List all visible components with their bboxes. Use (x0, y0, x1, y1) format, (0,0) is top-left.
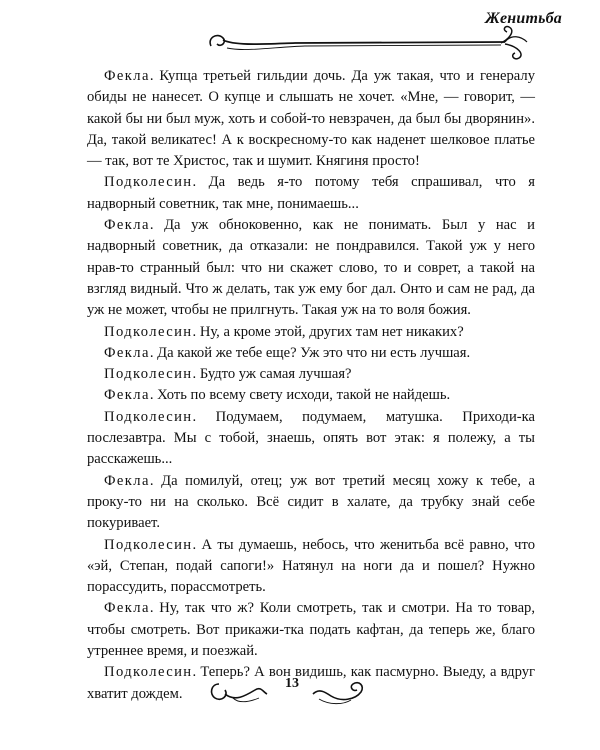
speaker-name: Подколесин (104, 366, 193, 383)
dialogue-paragraph (87, 215, 535, 321)
dialogue-paragraph (87, 343, 535, 364)
speaker-name: Фекла (104, 217, 150, 234)
dialogue-text: . Теперь? А вон видишь, как пасмурно. Выеду, а вдруг хватит дождем. (87, 664, 535, 702)
dialogue-text: . Да помилуй, отец; уж вот третий месяц хожу к тебе, а проку-то ни на сколько. Всё сидит в халате, да трубку знай себе покуривает. (87, 472, 535, 532)
running-title: Женитьба (485, 10, 562, 27)
dialogue-text: . Да ведь я-то потому тебя спрашивал, что я надворный советник, так мне, понимаешь... (87, 174, 535, 212)
dialogue-text: . Да уж обноковенно, как не понимать. Был у нас и надворный советник, да отказали: не пондравился. Такой уж у него нрав-то странный был: что ни скажет слово, то и соврет, а такой на взгляд видный. Что ж делать, так уж ему бог дал. Онто и сам не рад, да уж не может, чтобы не прилгнуть. Такая уж на то воля божия. (87, 217, 535, 319)
dialogue-text: . А ты думаешь, небось, что женитьба всё равно, что «эй, Степан, подай сапоги!» Натянул на ноги да и пошел? Нужно порассудить, порассмотреть. (87, 536, 535, 596)
dialogue-paragraph (87, 407, 535, 471)
speaker-name: Фекла (104, 387, 150, 404)
dialogue-paragraph (87, 172, 535, 215)
speaker-name: Подколесин (104, 664, 193, 681)
dialogue-paragraph (87, 364, 535, 385)
speaker-name: Фекла (104, 68, 150, 84)
speaker-name: Подколесин (104, 408, 193, 425)
dialogue-text: . Купца третьей гильдии дочь. Да уж такая, что и генералу обиды не нанесет. О купце и слышать не хочет. «Мне, — говорит, — какой бы ни был муж, хоть и собой-то невзрачен, да был бы дворянин». Да, такой великатес! А к воскресному-то как наденет шелковое платье — так, вот те Христос, так и шумит. Княгиня просто! (87, 68, 535, 170)
dialogue-text: . Да какой же тебе еще? Уж это что ни есть лучшая. (149, 344, 471, 361)
speaker-name: Фекла (104, 344, 150, 361)
dialogue-text: . Хоть по всему свету исходи, такой не найдешь. (149, 387, 451, 404)
dialogue-paragraph (87, 66, 535, 172)
dialogue-paragraph (87, 535, 535, 599)
dialogue-paragraph (87, 471, 535, 535)
dialogue-paragraph (87, 598, 535, 662)
play-text (87, 66, 535, 705)
speaker-name: Фекла (104, 472, 150, 489)
page-number: 13 (285, 676, 299, 691)
dialogue-text: . Подумаем, подумаем, матушка. Приходи-ка послезавтра. Мы с тобой, знаешь, опять вот этак: я полежу, а ты расскажешь... (87, 408, 535, 468)
dialogue-paragraph (87, 385, 535, 406)
speaker-name: Фекла (104, 600, 150, 617)
dialogue-paragraph (87, 322, 535, 343)
header-flourish-ornament (205, 24, 535, 62)
dialogue-text: . Ну, так что ж? Коли смотреть, так и смотри. На то товар, чтобы смотреть. Вот прикажи-тка подать кафтан, да теперь же, благо утреннее время, и поезжай. (87, 600, 535, 660)
dialogue-text: . Ну, а кроме этой, других там нет никаких? (192, 323, 464, 340)
speaker-name: Подколесин (104, 174, 193, 191)
speaker-name: Подколесин (104, 323, 193, 340)
speaker-name: Подколесин (104, 536, 193, 553)
dialogue-text: . Будто уж самая лучшая? (192, 366, 352, 383)
